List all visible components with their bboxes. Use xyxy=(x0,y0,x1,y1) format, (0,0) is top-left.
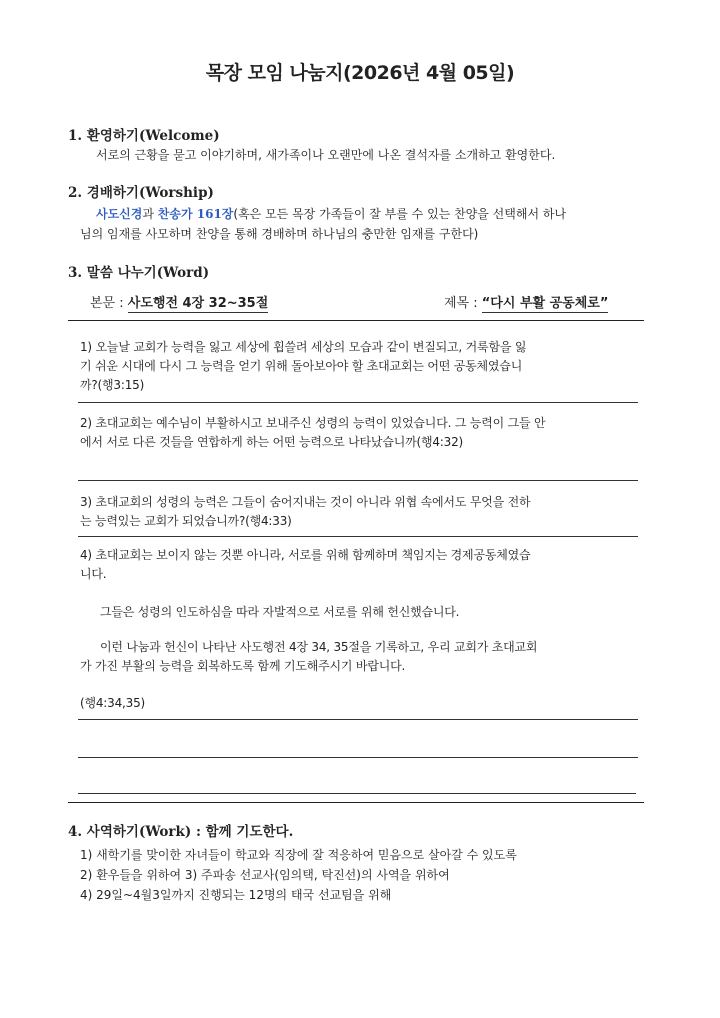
divider xyxy=(68,320,644,321)
q1-line: 기 쉬운 시대에 다시 그 능력을 얻기 위해 돌아보아야 할 초대교회는 어떤 공동체였습니 xyxy=(80,359,523,373)
answer-line xyxy=(78,402,638,403)
q1-line: 1) 오늘날 교회가 능력을 잃고 세상에 휩쓸려 세상의 모습과 같이 변질되고, 거룩함을 잃 xyxy=(80,340,527,354)
creed-text: 사도신경 xyxy=(96,207,143,221)
prayer-item: 1) 새학기를 맞이한 자녀들이 학교와 직장에 잘 적응하여 믿음으로 살아갈 수 있도록 xyxy=(80,848,517,862)
q4-paragraph-3 xyxy=(80,638,640,676)
divider xyxy=(68,802,644,803)
welcome-text: 서로의 근황을 묻고 이야기하며, 새가족이나 오랜만에 나온 결석자를 소개하고 환영한다. xyxy=(96,148,556,162)
q2-line: 2) 초대교회는 예수님이 부활하시고 보내주신 성령의 능력이 있었습니다. 그 능력이 그들 안 xyxy=(80,416,546,430)
q4-paragraph-2: 그들은 성령의 인도하심을 따라 자발적으로 서로를 위해 헌신했습니다. xyxy=(100,605,460,619)
subject-label: 제목 : xyxy=(444,296,482,311)
answer-line xyxy=(78,757,638,758)
q4-reference: (행4:34,35) xyxy=(80,696,145,710)
word-heading: 3. 말씀 나누기(Word) xyxy=(68,265,210,281)
q1-line: 까?(행3:15) xyxy=(80,378,145,392)
worship-rest-text: (혹은 모든 목장 가족들이 잘 부를 수 있는 찬양을 선택해서 하나 xyxy=(233,207,567,221)
prayer-item: 4) 29일~4월3일까지 진행되는 12명의 태국 선교팀을 위해 xyxy=(80,888,392,902)
subject-row xyxy=(444,292,608,311)
page-title: 목장 모임 나눔지(2026년 4월 05일) xyxy=(205,62,515,84)
q4-p3-line: 이런 나눔과 헌신이 나타난 사도행전 4장 34, 35절을 기록하고, 우리 교회가 초대교회 xyxy=(100,640,538,654)
hymn-text: 찬송가 161장 xyxy=(157,207,234,221)
q4-line: 니다. xyxy=(80,567,107,581)
q4-p3-line: 가 가진 부활의 능력을 회복하도록 함께 기도해주시기 바랍니다. xyxy=(80,659,406,673)
worship-line2: 님의 임재를 사모하며 찬양을 통해 경배하며 하나님의 충만한 임재를 구한다) xyxy=(80,227,479,241)
q3-line: 는 능력있는 교회가 되었습니까?(행4:33) xyxy=(80,514,292,528)
question-4 xyxy=(80,546,640,584)
worship-line1 xyxy=(96,205,566,224)
q4-line: 4) 초대교회는 보이지 않는 것뿐 아니라, 서로를 위해 함께하며 책임지는 경제공동체였습 xyxy=(80,548,531,562)
answer-line xyxy=(78,719,638,720)
work-heading: 4. 사역하기(Work) : 함께 기도한다. xyxy=(68,824,294,840)
passage-label: 본문 : xyxy=(90,296,128,311)
worship-heading: 2. 경배하기(Worship) xyxy=(68,185,214,201)
answer-line xyxy=(78,793,636,794)
q2-line: 에서 서로 다른 것들을 연합하게 하는 어떤 능력으로 나타났습니까(행4:32) xyxy=(80,435,464,449)
question-3 xyxy=(80,493,640,531)
welcome-heading: 1. 환영하기(Welcome) xyxy=(68,128,220,144)
q3-line: 3) 초대교회의 성령의 능력은 그들이 숨어지내는 것이 아니라 위협 속에서도 무엇을 전하 xyxy=(80,495,531,509)
answer-line xyxy=(78,480,638,481)
question-2 xyxy=(80,414,640,452)
subject-title: “다시 부활 공동체로” xyxy=(481,296,609,311)
passage-ref: 사도행전 4장 32~35절 xyxy=(127,296,269,311)
prayer-item: 2) 환우들을 위하여 3) 주파송 선교사(임의택, 탁진선)의 사역을 위하여 xyxy=(80,868,450,882)
answer-line xyxy=(78,536,638,537)
question-1 xyxy=(80,338,640,395)
conj-text: 과 xyxy=(142,207,158,221)
passage-row xyxy=(90,292,268,311)
